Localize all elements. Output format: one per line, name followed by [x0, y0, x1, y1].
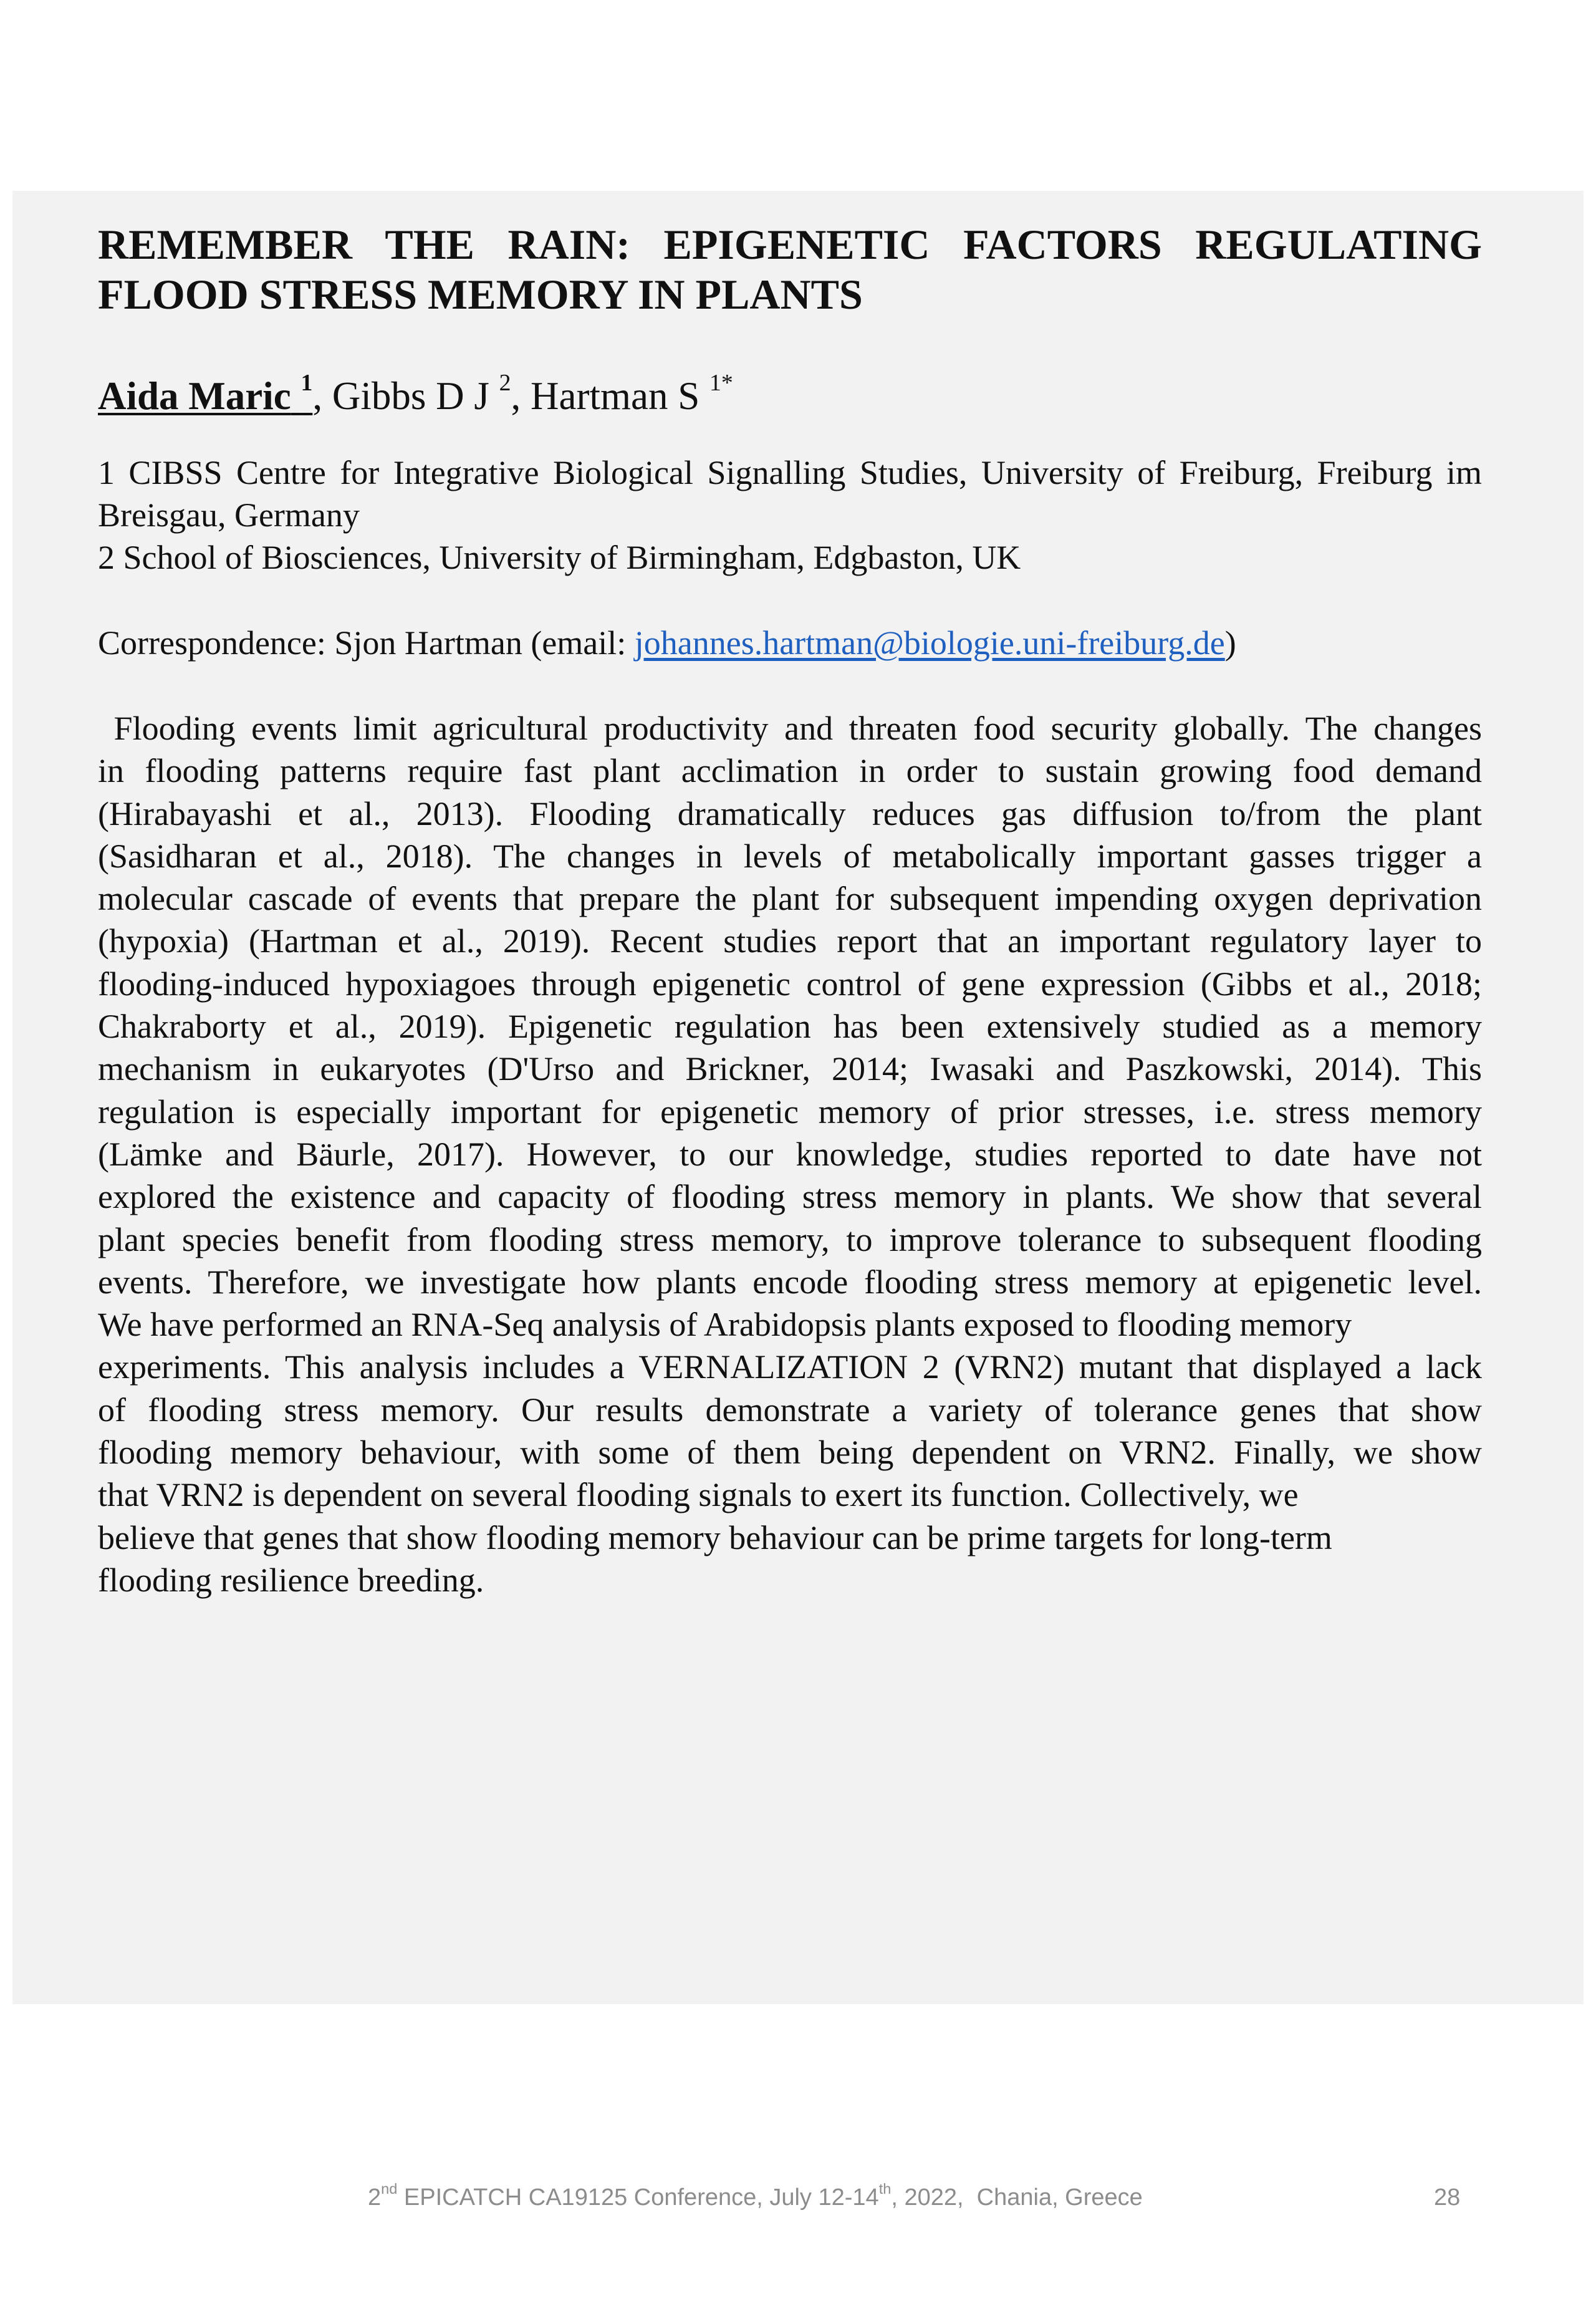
author-list — [98, 369, 733, 425]
presenting-author-affiliation: 1 — [300, 369, 313, 396]
presenting-author — [98, 369, 313, 418]
footer-ordinal-suffix: nd — [381, 2181, 398, 2197]
author-affiliation: 2 — [499, 369, 511, 396]
abstract-line: molecular cascade of events that prepare the plant for subsequent impending oxygen deprivation — [98, 880, 1482, 918]
abstract-line: (Sasidharan et al., 2018). The changes in levels of metabolically important gasses trigger a — [98, 837, 1482, 875]
title-line-1: REMEMBER THE RAIN: EPIGENETIC FACTORS REGULATING — [98, 221, 1482, 268]
conference-footer — [368, 2179, 1143, 2219]
abstract-line: (hypoxia) (Hartman et al., 2019). Recent studies report that an important regulatory layer to — [98, 922, 1482, 960]
abstract-line: events. Therefore, we investigate how plants encode flooding stress memory at epigenetic level. — [98, 1263, 1482, 1301]
email-link[interactable]: johannes.hartman@biologie.uni-freiburg.de — [634, 624, 1225, 662]
abstract-body — [98, 707, 1482, 1601]
abstract-line: of flooding stress memory. Our results demonstrate a variety of tolerance genes that show — [98, 1391, 1482, 1429]
abstract-line: Chakraborty et al., 2019). Epigenetic regulation has been extensively studied as a memory — [98, 1008, 1482, 1046]
abstract-line: flooding-induced hypoxiagoes through epigenetic control of gene expression (Gibbs et al., 2018; — [98, 965, 1482, 1003]
affiliations — [98, 451, 1482, 579]
author-separator: , — [511, 374, 531, 418]
abstract-line: experiments. This analysis includes a VERNALIZATION 2 (VRN2) mutant that displayed a lack — [98, 1348, 1482, 1386]
footer-ordinal: 2 — [368, 2184, 382, 2211]
abstract-line: regulation is especially important for epigenetic memory of prior stresses, i.e. stress memory — [98, 1093, 1482, 1131]
author-separator: , — [312, 374, 332, 418]
affiliation-1: 1 CIBSS Centre for Integrative Biological Signalling Studies, University of Freiburg, Freiburg im Breisgau, Germany — [98, 454, 1482, 534]
correspondence-prefix: Correspondence: Sjon Hartman (email: — [98, 624, 635, 662]
author-affiliation: 1* — [709, 369, 733, 396]
abstract-title — [98, 220, 1482, 319]
abstract-line: (Hirabayashi et al., 2013). Flooding dramatically reduces gas diffusion to/from the plant — [98, 794, 1482, 832]
abstract-line: (Lämke and Bäurle, 2017). However, to our knowledge, studies reported to date have not — [98, 1135, 1482, 1173]
author-name: Hartman S — [531, 374, 700, 418]
presenting-author-name: Aida Maric — [98, 374, 291, 418]
abstract-line: Flooding events limit agricultural productivity and threaten food security globally. The changes — [98, 710, 1482, 747]
title-line-2: FLOOD STRESS MEMORY IN PLANTS — [98, 271, 863, 318]
abstract-line: flooding memory behaviour, with some of them being dependent on VRN2. Finally, we show — [98, 1434, 1482, 1472]
abstract-line: that VRN2 is dependent on several flooding signals to exert its function. Collectively, we — [98, 1476, 1299, 1514]
author-name: Gibbs D J — [332, 374, 489, 418]
abstract-line: mechanism in eukaryotes (D'Urso and Brickner, 2014; Iwasaki and Paszkowski, 2014). This — [98, 1050, 1482, 1088]
page-footer — [0, 2179, 1596, 2216]
correspondence — [98, 622, 1236, 664]
correspondence-suffix: ) — [1224, 624, 1236, 662]
abstract-line: flooding resilience breeding. — [98, 1561, 484, 1599]
footer-conference: EPICATCH CA19125 Conference, July 12-14 — [397, 2184, 879, 2211]
footer-date-location: , 2022, Chania, Greece — [891, 2184, 1143, 2211]
page-number: 28 — [1434, 2184, 1461, 2211]
footer-date-suffix: th — [878, 2181, 892, 2197]
abstract-line: believe that genes that show flooding memory behaviour can be prime targets for long-term — [98, 1518, 1332, 1556]
abstract-line: in flooding patterns require fast plant acclimation in order to sustain growing food demand — [98, 752, 1482, 790]
abstract-line: We have performed an RNA-Seq analysis of Arabidopsis plants exposed to flooding memory — [98, 1306, 1352, 1344]
abstract-line: plant species benefit from flooding stress memory, to improve tolerance to subsequent flooding — [98, 1220, 1482, 1258]
abstract-line: explored the existence and capacity of flooding stress memory in plants. We show that several — [98, 1178, 1482, 1216]
abstract-content — [98, 220, 1482, 1599]
affiliation-2: 2 School of Biosciences, University of Birmingham, Edgbaston, UK — [98, 539, 1021, 576]
